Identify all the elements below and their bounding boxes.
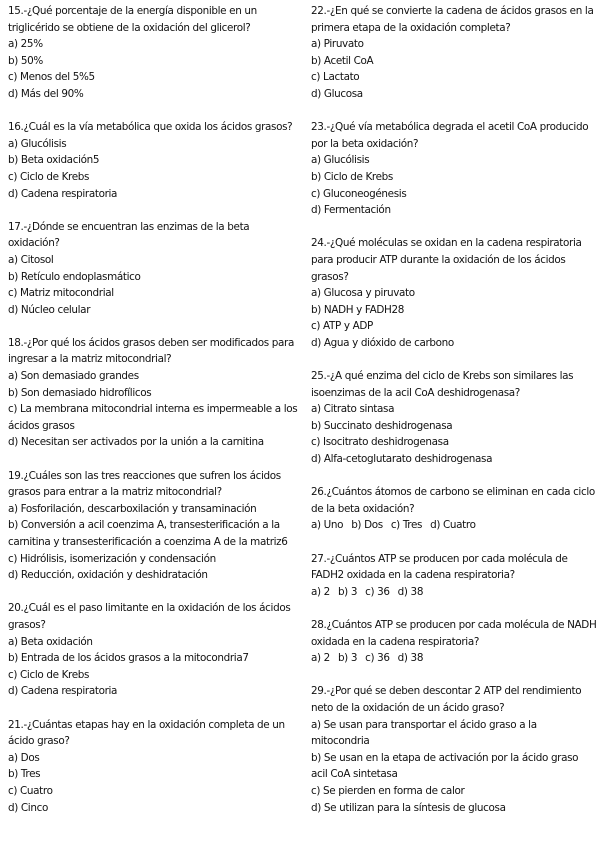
question-text: 21.-¿Cuántas etapas hay en la oxidación completa de un ácido graso? (8, 718, 285, 748)
question-block (311, 119, 597, 219)
answer-option: d) Cadena respiratoria (8, 187, 118, 200)
answer-option: a) Son demasiado grandes (8, 370, 139, 383)
answer-option: c) Menos del 5%5 (8, 71, 95, 84)
answer-option: d) Reducción, oxidación y deshidratación (8, 569, 208, 582)
answer-option: a) Fosforilación, descarboxilación y transaminación (8, 502, 257, 515)
answer-option: d) Se utilizan para la síntesis de glucosa (311, 801, 506, 814)
answer-option: a) Dos (8, 751, 40, 764)
answer-option: c) Matriz mitocondrial (8, 287, 114, 300)
question-block (311, 551, 597, 601)
question-block (311, 617, 597, 667)
answer-options (8, 501, 300, 584)
answer-option: d) Agua y dióxido de carbono (311, 336, 454, 349)
answer-option: d) Cinco (8, 801, 48, 814)
spacer (311, 600, 597, 617)
question-text: 25.-¿A qué enzima del ciclo de Krebs son similares las isoenzimas de la acil CoA deshidrogenasa? (311, 370, 574, 399)
answer-option: a) 25% (8, 38, 43, 51)
answer-option: d) 38 (397, 652, 424, 665)
answer-option: c) Se pierden en forma de calor (311, 784, 465, 797)
question-text: 20.¿Cuál es el paso limitante en la oxidación de los ácidos grasos? (8, 602, 291, 631)
spacer (311, 219, 597, 236)
answer-option: c) Gluconeogénesis (311, 187, 407, 200)
answer-option: c) Ciclo de Krebs (8, 668, 90, 681)
answer-option: d) Fermentación (311, 204, 391, 217)
answer-options (311, 650, 597, 667)
answer-option: c) Hidrólisis, isomerización y condensación (8, 552, 216, 565)
answer-option: c) La membrana mitocondrial interna es impermeable a los ácidos grasos (8, 403, 298, 432)
answer-option: d) 38 (397, 585, 424, 598)
answer-option: a) Beta oxidación (8, 635, 93, 648)
answer-options (311, 152, 597, 218)
right-column (311, 3, 597, 816)
spacer (8, 103, 300, 120)
answer-option: c) Isocitrato deshidrogenasa (311, 436, 449, 449)
answer-options (8, 136, 300, 202)
answer-option: b) Tres (8, 768, 41, 781)
question-block (8, 3, 300, 103)
answer-option: b) Beta oxidación5 (8, 154, 100, 167)
question-text: 26.¿Cuántos átomos de carbono se eliminan en cada ciclo de la beta oxidación? (311, 486, 595, 515)
spacer (311, 103, 597, 120)
question-block (8, 119, 300, 202)
spacer (8, 451, 300, 468)
question-text: 28.¿Cuántos ATP se producen por cada molécula de NADH oxidada en la cadena respiratoria? (311, 618, 597, 648)
answer-options (8, 634, 300, 700)
spacer (311, 667, 597, 684)
answer-option: d) Glucosa (311, 87, 363, 100)
answer-option: d) Cadena respiratoria (8, 685, 118, 698)
answer-options (311, 717, 597, 817)
answer-option: b) Son demasiado hidrofílicos (8, 386, 152, 399)
answer-option: c) ATP y ADP (311, 320, 373, 333)
answer-option: b) Ciclo de Krebs (311, 170, 393, 183)
answer-option: b) 3 (337, 652, 358, 665)
answer-options (8, 36, 300, 102)
question-text: 23.-¿Qué vía metabólica degrada el acetil CoA producido por la beta oxidación? (311, 121, 589, 150)
spacer (8, 202, 300, 219)
question-block (8, 468, 300, 584)
answer-option: b) Entrada de los ácidos grasos a la mitocondria7 (8, 652, 249, 665)
answer-option: a) Uno (311, 519, 344, 532)
answer-option: d) Necesitan ser activados por la unión a la carnitina (8, 436, 264, 449)
spacer (311, 468, 597, 485)
question-text: 16.¿Cuál es la vía metabólica que oxida los ácidos grasos? (8, 121, 293, 134)
question-block (311, 368, 597, 468)
answer-options (311, 285, 597, 351)
question-block (8, 600, 300, 700)
answer-option: b) Acetil CoA (311, 54, 374, 67)
answer-options (8, 368, 300, 451)
answer-option: b) Conversión a acil coenzima A, transesterificación a la carnitina y transesterificación a coenzima A de la matriz6 (8, 519, 288, 548)
answer-option: b) 50% (8, 54, 43, 67)
question-block (311, 683, 597, 816)
answer-options (8, 750, 300, 816)
answer-options (311, 401, 597, 467)
answer-option: d) Alfa-cetoglutarato deshidrogenasa (311, 453, 493, 466)
answer-option: c) 36 (365, 585, 390, 598)
answer-option: a) 2 (311, 652, 330, 665)
answer-options (8, 252, 300, 318)
question-text: 19.¿Cuáles son las tres reacciones que sufren los ácidos grasos para entrar a la matriz mitocondrial? (8, 469, 281, 499)
question-text: 29.-¿Por qué se deben descontar 2 ATP del rendimiento neto de la oxidación de un ácido graso? (311, 685, 582, 714)
answer-option: a) Citosol (8, 253, 54, 266)
spacer (8, 318, 300, 335)
answer-option: d) Núcleo celular (8, 303, 91, 316)
answer-option: a) 2 (311, 585, 330, 598)
answer-option: c) Lactato (311, 71, 360, 84)
answer-option: c) Ciclo de Krebs (8, 170, 90, 183)
question-text: 27.-¿Cuántos ATP se producen por cada molécula de FADH2 oxidada en la cadena respiratoria? (311, 552, 568, 582)
question-text: 17.-¿Dónde se encuentran las enzimas de la beta oxidación? (8, 220, 250, 250)
spacer (8, 584, 300, 601)
question-text: 18.-¿Por qué los ácidos grasos deben ser modificados para ingresar a la matriz mitocondrial? (8, 336, 294, 366)
answer-option: c) Tres (390, 519, 423, 532)
question-text: 15.-¿Qué porcentaje de la energía disponible en un triglicérido se obtiene de la oxidación del glicerol? (8, 5, 257, 34)
question-block (311, 235, 597, 351)
answer-options (311, 517, 597, 534)
answer-option: a) Se usan para transportar el ácido graso a la mitocondria (311, 718, 537, 748)
question-block (311, 484, 597, 534)
answer-options (311, 584, 597, 601)
answer-option: b) Retículo endoplasmático (8, 270, 141, 283)
answer-option: a) Glucólisis (8, 137, 67, 150)
answer-option: a) Glucólisis (311, 154, 370, 167)
answer-option: d) Más del 90% (8, 87, 84, 100)
question-block (311, 3, 597, 103)
answer-option: b) Dos (351, 519, 383, 532)
answer-option: a) Piruvato (311, 38, 364, 51)
answer-option: b) 3 (337, 585, 358, 598)
answer-option: d) Cuatro (430, 519, 476, 532)
spacer (311, 534, 597, 551)
question-block (8, 219, 300, 319)
answer-option: b) Se usan en la etapa de activación por la ácido graso acil CoA sintetasa (311, 751, 579, 781)
answer-option: a) Glucosa y piruvato (311, 287, 415, 300)
spacer (311, 351, 597, 368)
answer-option: c) 36 (365, 652, 390, 665)
left-column (8, 3, 300, 816)
answer-option: a) Citrato sintasa (311, 403, 395, 416)
answer-option: b) NADH y FADH28 (311, 303, 404, 316)
question-block (8, 335, 300, 451)
question-text: 22.-¿En qué se convierte la cadena de ácidos grasos en la primera etapa de la oxidación completa? (311, 5, 594, 34)
answer-option: b) Succinato deshidrogenasa (311, 419, 453, 432)
answer-option: c) Cuatro (8, 784, 53, 797)
question-text: 24.-¿Qué moléculas se oxidan en la cadena respiratoria para producir ATP durante la oxidación de los ácidos grasos? (311, 237, 582, 283)
spacer (8, 700, 300, 717)
answer-options (311, 36, 597, 102)
question-block (8, 717, 300, 817)
